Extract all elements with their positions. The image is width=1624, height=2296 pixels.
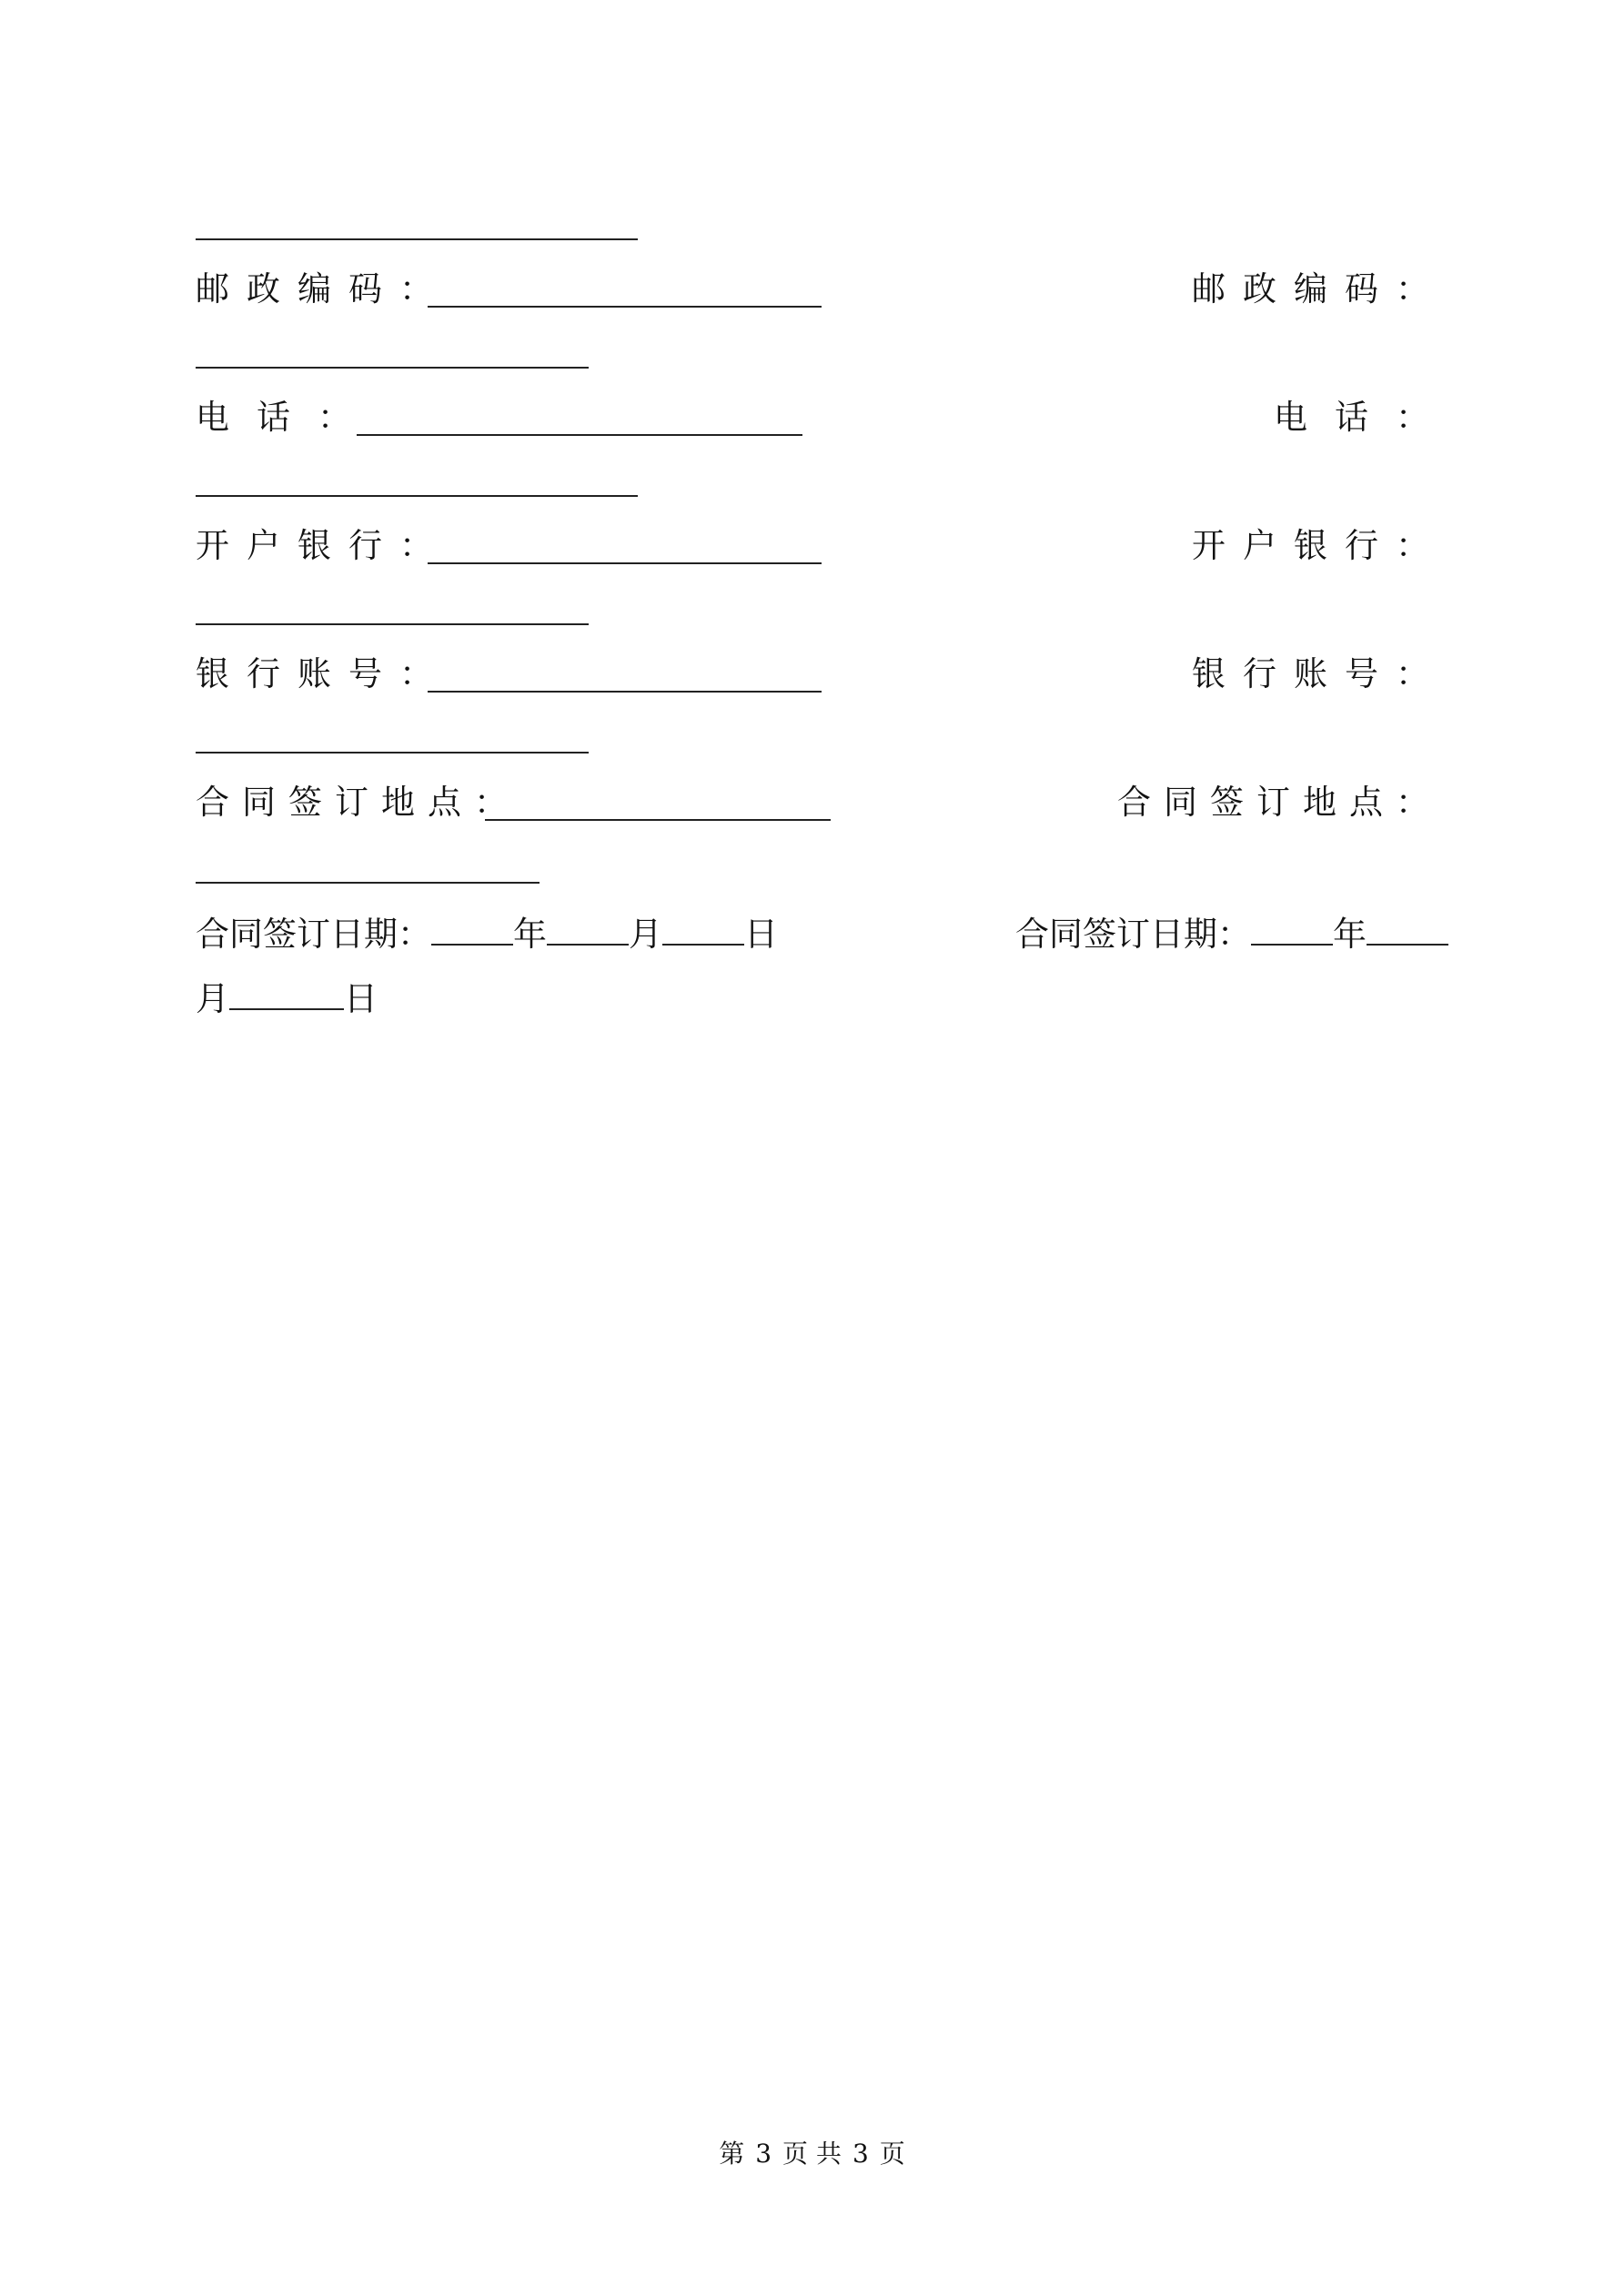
postal-label-left: 邮政编码： xyxy=(196,269,450,308)
date-label-left: 合同签订日期： xyxy=(196,915,431,954)
place-label-left: 合同签订地点： xyxy=(196,783,520,822)
place-label-right: 合同签订地点： xyxy=(1117,783,1442,822)
date-left-day: 日 xyxy=(744,915,778,954)
date-right-year: 年 xyxy=(1333,915,1367,954)
date-left-year-blank[interactable] xyxy=(431,916,513,946)
postal-label-right: 邮政编码： xyxy=(1192,269,1447,308)
phone-fill-left[interactable] xyxy=(357,434,802,436)
footer-page-number: 3 xyxy=(755,2139,772,2169)
footer-suffix: 页 xyxy=(879,2139,905,2169)
account-label-left: 银行账号： xyxy=(196,654,450,693)
date-label-right: 合同签订日期： xyxy=(1015,915,1251,954)
date-left-year: 年 xyxy=(513,915,547,954)
date-right-year-blank[interactable] xyxy=(1251,916,1333,946)
footer-prefix: 第 xyxy=(719,2139,745,2169)
bank-label-left: 开户银行： xyxy=(196,526,450,565)
account-label-right: 银行账号： xyxy=(1192,654,1447,693)
date-right xyxy=(1015,915,1448,955)
phone-label-left: 电话： xyxy=(196,398,378,437)
date-left-day-blank[interactable] xyxy=(662,916,744,946)
phone-fill-right[interactable] xyxy=(196,495,638,497)
date-left-month-blank[interactable] xyxy=(547,916,629,946)
account-fill-right[interactable] xyxy=(196,752,589,754)
date-left xyxy=(196,915,778,955)
date-right-day-blank[interactable] xyxy=(229,981,344,1010)
fill-line-top xyxy=(196,238,638,240)
date-right-continued xyxy=(196,979,378,1019)
date-right-month: 月 xyxy=(196,979,229,1018)
footer-total-pages: 3 xyxy=(852,2139,869,2169)
bank-fill-right[interactable] xyxy=(196,623,589,625)
postal-fill-left[interactable] xyxy=(428,306,822,308)
date-right-day: 日 xyxy=(344,979,378,1018)
account-fill-left[interactable] xyxy=(428,691,822,693)
date-left-month: 月 xyxy=(629,915,662,954)
bank-label-right: 开户银行： xyxy=(1192,526,1447,565)
postal-fill-right[interactable] xyxy=(196,367,589,369)
footer-mid: 页 共 xyxy=(782,2139,842,2169)
page-footer xyxy=(0,2138,1624,2170)
place-fill-right[interactable] xyxy=(196,882,540,884)
date-right-month-blank[interactable] xyxy=(1367,916,1448,946)
place-fill-left[interactable] xyxy=(485,819,831,821)
bank-fill-left[interactable] xyxy=(428,562,822,564)
phone-label-right: 电话： xyxy=(1274,398,1457,437)
